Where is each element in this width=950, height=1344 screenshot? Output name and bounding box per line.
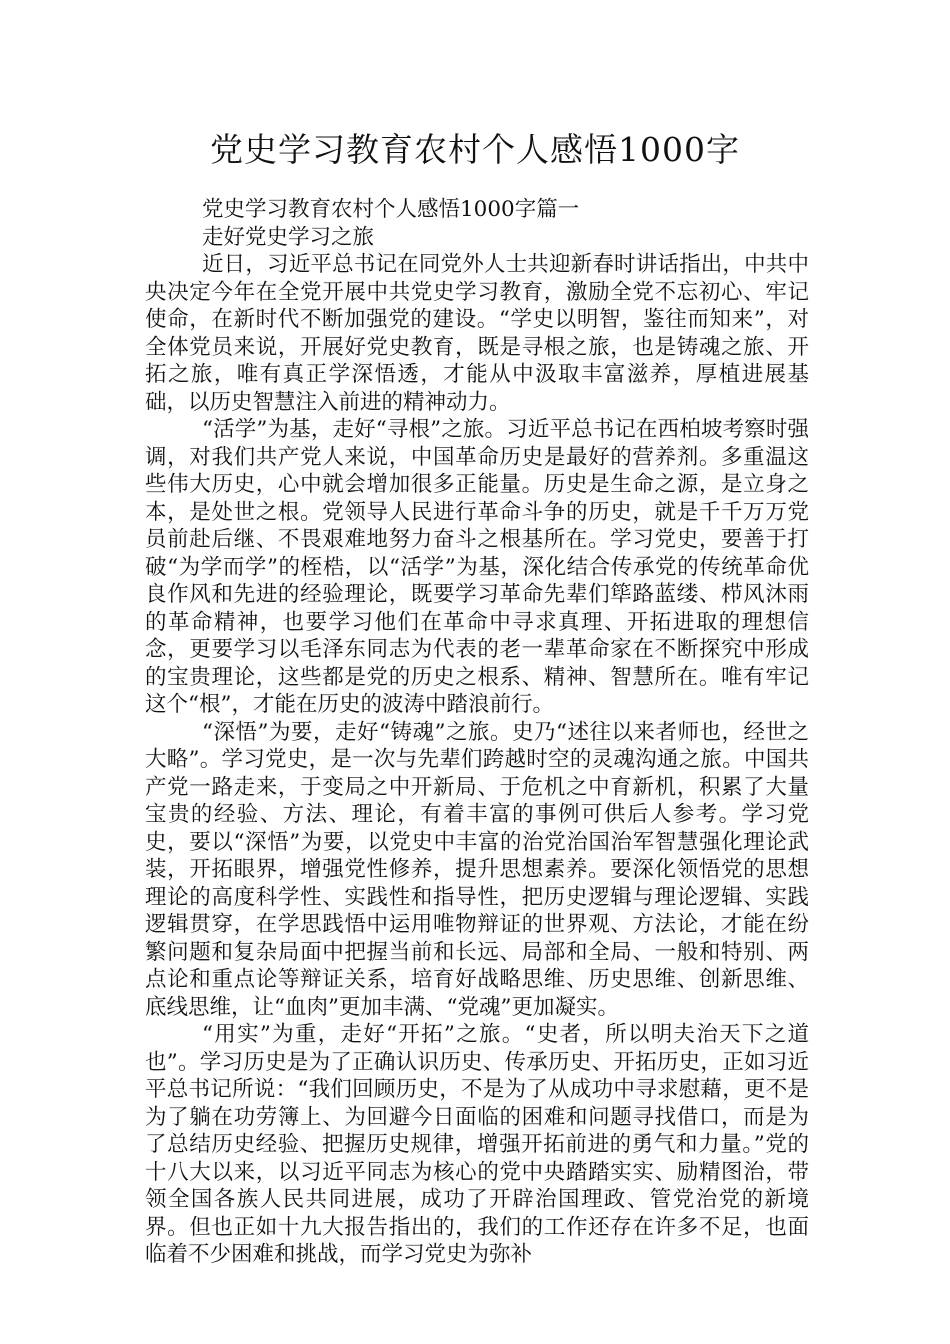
paragraph-2: “活学”为基，走好“寻根”之旅。习近平总书记在西柏坡考察时强调，对我们共产党人来说，中国革命历史是最好的营养剂。多重温这些伟大历史，心中就会增加很多正能量。历史是生命之源，是立身之本，是处世之根。党领导人民进行革命斗争的历史，就是千千万万党员前赴后继、不畏艰难地努力奋斗之根基所在。学习党史，要善于打破“为学而学”的桎梏，以“活学”为基，深化结合传承党的传统革命优良作风和先进的经验理论，既要学习革命先辈们筚路蓝缕、栉风沐雨的革命精神，也要学习他们在革命中寻求真理、开拓进取的理想信念，更要学习以毛泽东同志为代表的老一辈革命家在不断探究中形成的宝贵理论，这些都是党的历史之根系、精神、智慧所在。唯有牢记这个“根”，才能在历史的波涛中踏浪前行。 [145,417,809,717]
section-heading: 走好党史学习之旅 [202,224,375,250]
paragraph-3: “深悟”为要，走好“铸魂”之旅。史乃“述往以来者师也，经世之大略”。学习党史，是一次与先辈们跨越时空的灵魂沟通之旅。中国共产党一路走来，于变局之中开新局、于危机之中育新机，积累了大量宝贵的经验、方法、理论，有着丰富的事例可供后人参考。学习党史，要以“深悟”为要，以党史中丰富的治党治国治军智慧强化理论武装，开拓眼界，增强党性修养，提升思想素养。要深化领悟党的思想理论的高度科学性、实践性和指导性，把历史逻辑与理论逻辑、实践逻辑贯穿，在学思践悟中运用唯物辩证的世界观、方法论，才能在纷繁问题和复杂局面中把握当前和长远、局部和全局、一般和特别、两点论和重点论等辩证关系，培育好战略思维、历史思维、创新思维、底线思维，让“血肉”更加丰满、“党魂”更加凝实。 [145,719,809,1020]
document-title: 党史学习教育农村个人感悟1000字 [210,130,740,169]
document-body [145,196,809,1269]
article-subtitle: 党史学习教育农村个人感悟1000字篇一 [202,197,580,222]
paragraph-1: 近日，习近平总书记在同党外人士共迎新春时讲话指出，中共中央决定今年在全党开展中共党史学习教育，激励全党不忘初心、牢记使命，在新时代不断加强党的建设。“学史以明智，鉴往而知来”，对全体党员来说，开展好党史教育，既是寻根之旅，也是铸魂之旅、开拓之旅，唯有真正学深悟透，才能从中汲取丰富滋养，厚植进展基础，以历史智慧注入前进的精神动力。 [145,252,809,415]
paragraph-4: “用实”为重，走好“开拓”之旅。“史者，所以明夫治天下之道也”。学习历史是为了正确认识历史、传承历史、开拓历史，正如习近平总书记所说：“我们回顾历史，不是为了从成功中寻求慰藉，更不是为了躺在功劳簿上、为回避今日面临的困难和问题寻找借口，而是为了总结历史经验、把握历史规律，增强开拓前进的勇气和力量。”党的十八大以来，以习近平同志为核心的党中央踏踏实实、励精图治，带领全国各族人民共同进展，成功了开辟治国理政、管党治党的新境界。但也正如十九大报告指出的，我们的工作还存在许多不足，也面临着不少困难和挑战，而学习党史为弥补 [145,1022,809,1267]
